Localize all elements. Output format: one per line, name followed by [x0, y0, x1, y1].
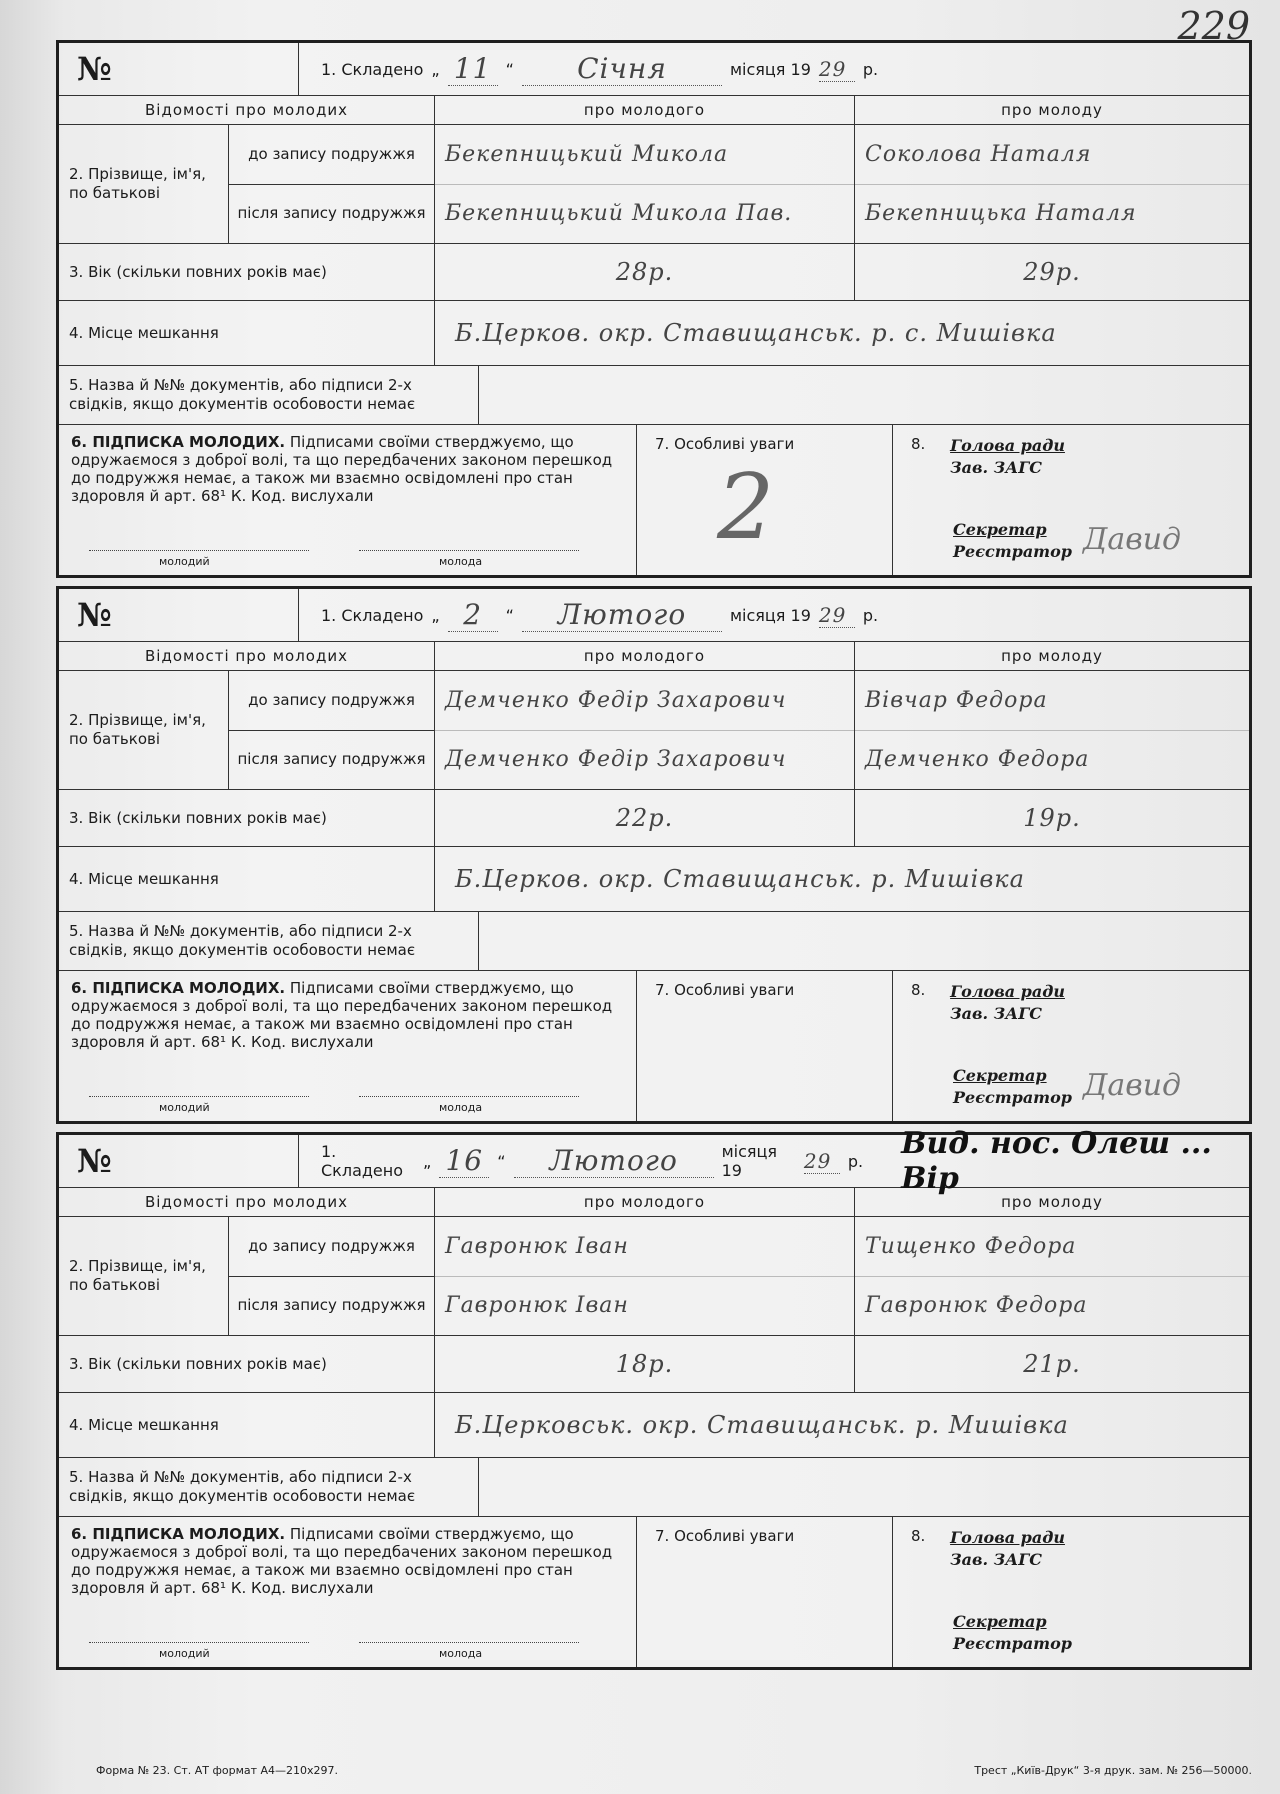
registrar-label: Реєстратор: [953, 1088, 1072, 1107]
name-label: 2. Прізвище, ім'я, по батькові: [59, 671, 229, 789]
age-label: 3. Вік (скільки повних років має): [59, 1336, 435, 1392]
record-number: №: [59, 1135, 299, 1187]
documents-label: 5. Назва й №№ документів, або підписи 2-х свідків, якщо документів особовости немає: [59, 1458, 479, 1516]
notes-label: 7. Особливі уваги: [655, 1527, 795, 1545]
composed-year: 29: [819, 57, 855, 82]
name-label: 2. Прізвище, ім'я, по батькові: [59, 125, 229, 243]
secretary-label: Секретар: [953, 520, 1047, 539]
notes-label: 7. Особливі уваги: [655, 435, 795, 453]
head-label: Голова ради: [950, 1528, 1065, 1547]
groom-signature-line: [89, 1096, 309, 1097]
officials-block: [893, 971, 1249, 1121]
composed-label: 1. Складено: [321, 59, 424, 79]
signature-title: 6. ПІДПИСКА МОЛОДИХ.: [71, 433, 286, 451]
residence-label: 4. Місце мешкання: [59, 1393, 435, 1457]
groom-signature-line: [89, 1642, 309, 1643]
residence-label: 4. Місце мешкання: [59, 301, 435, 365]
header-bride: про молоду: [1001, 647, 1103, 665]
composed-label: 1. Складено: [321, 605, 424, 625]
after-marriage-label: після запису подружжя: [237, 1296, 426, 1315]
zags-label: Зав. ЗАГС: [950, 1550, 1042, 1569]
composed-date: 1. Складено „ 16 “ Лютого місяця 19 29 р. Вид. нос. Олеш ... Вір: [299, 1126, 1249, 1196]
before-marriage-label: до запису подружжя: [229, 125, 434, 185]
groom-signature-label: молодий: [159, 1101, 210, 1114]
officials-number: 8.: [911, 435, 926, 453]
signature-text: Підписами своїми стверджуємо, що одружаємося з доброї волі, та що передбачених законом перешкод до подружжя немає, а також ми взаємно освідомлені про стан здоровля й арт. 68¹ К. Код. вислухали: [71, 1525, 613, 1597]
head-label: Голова ради: [950, 982, 1065, 1001]
signature-statement: [59, 971, 637, 1121]
footer-printer-info: Трест „Київ-Друк“ 3-я друк. зам. № 256—50000.: [974, 1764, 1252, 1777]
header-info: Відомості про молодих: [59, 1188, 435, 1216]
composed-month: Лютого: [514, 1144, 714, 1178]
secretary-label: Секретар: [953, 1066, 1047, 1085]
head-label: Голова ради: [950, 436, 1065, 455]
name-label: 2. Прізвище, ім'я, по батькові: [59, 1217, 229, 1335]
record-annotation: Вид. нос. Олеш ... Вір: [901, 1126, 1212, 1196]
documents-label: 5. Назва й №№ документів, або підписи 2-х свідків, якщо документів особовости немає: [59, 912, 479, 970]
register-sheet: [56, 40, 1252, 1678]
bride-name-before: Тищенко Федора: [855, 1217, 1249, 1277]
marriage-record: [56, 1126, 1252, 1670]
notes-label: 7. Особливі уваги: [655, 981, 795, 999]
groom-name-after: Бекепницький Микола Пав.: [445, 201, 793, 227]
marriage-record: [56, 586, 1252, 1124]
documents-value: [479, 1458, 1249, 1516]
residence-value: Б.Церков. окр. Ставищанськ. р. Мишівка: [455, 865, 1025, 893]
special-notes: [637, 971, 893, 1121]
composed-day: 16: [439, 1144, 489, 1178]
bride-name-after: Бекепницька Наталя: [865, 201, 1137, 227]
zags-label: Зав. ЗАГС: [950, 458, 1042, 477]
names-row: [59, 671, 1249, 790]
groom-name-before: Бекепницький Микола: [435, 125, 854, 185]
composed-month: Січня: [522, 52, 722, 86]
signature-title: 6. ПІДПИСКА МОЛОДИХ.: [71, 1525, 286, 1543]
composed-year: 29: [804, 1149, 840, 1174]
record-number: №: [59, 43, 299, 95]
composed-date: 1. Складено „ 11 “ Січня місяця 19 29 р.: [321, 52, 879, 85]
officials-number: 8.: [911, 981, 926, 999]
groom-name-after: Демченко Федір Захарович: [445, 747, 787, 773]
zags-label: Зав. ЗАГС: [950, 1004, 1042, 1023]
signature-row: [59, 1517, 1249, 1667]
year-suffix: р.: [862, 59, 879, 79]
bride-name-after: Гавронюк Федора: [865, 1293, 1088, 1319]
composed-day: 2: [448, 598, 498, 632]
secretary-signature: Давид: [1083, 522, 1182, 557]
header-groom: про молодого: [435, 96, 855, 124]
groom-signature-label: молодий: [159, 555, 210, 568]
groom-age: 18р.: [435, 1336, 855, 1392]
marriage-record: [56, 40, 1252, 578]
signature-statement: [59, 1517, 637, 1667]
record-header-row: [59, 589, 1249, 642]
header-info: Відомості про молодих: [59, 96, 435, 124]
folio-number: 229: [1177, 4, 1250, 48]
signature-row: [59, 971, 1249, 1121]
record-header-row: [59, 1126, 1249, 1196]
bride-signature-label: молода: [439, 1647, 483, 1660]
documents-row: [59, 1458, 1249, 1517]
form-footer: [56, 1762, 1272, 1777]
residence-row: [59, 301, 1249, 366]
bride-age: 19р.: [1023, 804, 1081, 832]
bride-name-after: Демченко Федора: [865, 747, 1090, 773]
documents-value: [479, 366, 1249, 424]
composed-day: 11: [448, 52, 498, 86]
documents-label: 5. Назва й №№ документів, або підписи 2-х свідків, якщо документів особовости немає: [59, 366, 479, 424]
groom-signature-line: [89, 550, 309, 551]
bride-name-before: Вівчар Федора: [855, 671, 1249, 731]
age-label: 3. Вік (скільки повних років має): [59, 790, 435, 846]
composed-month: Лютого: [522, 598, 722, 632]
groom-name-before: Гавронюк Іван: [435, 1217, 854, 1277]
officials-block: [893, 425, 1249, 575]
groom-age: 22р.: [435, 790, 855, 846]
age-row: [59, 790, 1249, 847]
bride-signature-label: молода: [439, 1101, 483, 1114]
signature-text: Підписами своїми стверджуємо, що одружаємося з доброї волі, та що передбачених законом перешкод до подружжя немає, а також ми взаємно освідомлені про стан здоровля й арт. 68¹ К. Код. вислухали: [71, 979, 613, 1051]
names-row: [59, 125, 1249, 244]
residence-row: [59, 847, 1249, 912]
groom-name-before: Демченко Федір Захарович: [435, 671, 854, 731]
bride-age: 21р.: [1023, 1350, 1081, 1378]
header-bride: про молоду: [1001, 101, 1103, 119]
documents-row: [59, 912, 1249, 971]
composed-year: 29: [819, 603, 855, 628]
residence-label: 4. Місце мешкання: [59, 847, 435, 911]
column-headers: [59, 642, 1249, 671]
officials-block: [893, 1517, 1249, 1667]
age-row: [59, 1336, 1249, 1393]
month-label: місяця 19: [729, 59, 811, 79]
groom-name-after: Гавронюк Іван: [445, 1293, 629, 1319]
before-marriage-label: до запису подружжя: [229, 1217, 434, 1277]
residence-value: Б.Церковськ. окр. Ставищанськ. р. Мишівка: [455, 1411, 1069, 1439]
bride-signature-line: [359, 1642, 579, 1643]
residence-row: [59, 1393, 1249, 1458]
bride-name-before: Соколова Наталя: [855, 125, 1249, 185]
bride-age: 29р.: [1023, 258, 1081, 286]
before-marriage-label: до запису подружжя: [229, 671, 434, 731]
after-marriage-label: після запису подружжя: [237, 750, 426, 769]
footer-form-info: Форма № 23. Ст. АТ формат А4—210x297.: [96, 1764, 339, 1777]
bride-signature-line: [359, 1096, 579, 1097]
special-notes: [637, 425, 893, 575]
groom-signature-label: молодий: [159, 1647, 210, 1660]
documents-row: [59, 366, 1249, 425]
special-notes: [637, 1517, 893, 1667]
column-headers: [59, 96, 1249, 125]
signature-text: Підписами своїми стверджуємо, що одружаємося з доброї волі, та що передбачених законом перешкод до подружжя немає, а також ми взаємно освідомлені про стан здоровля й арт. 68¹ К. Код. вислухали: [71, 433, 613, 505]
secretary-label: Секретар: [953, 1612, 1047, 1631]
bride-signature-line: [359, 550, 579, 551]
header-groom: про молодого: [435, 1188, 855, 1216]
age-row: [59, 244, 1249, 301]
secretary-signature: Давид: [1083, 1068, 1182, 1103]
header-info: Відомості про молодих: [59, 642, 435, 670]
documents-value: [479, 912, 1249, 970]
bride-signature-label: молода: [439, 555, 483, 568]
officials-number: 8.: [911, 1527, 926, 1545]
header-groom: про молодого: [435, 642, 855, 670]
notes-mark: 2: [717, 455, 775, 560]
year-suffix: р.: [862, 605, 879, 625]
registrar-label: Реєстратор: [953, 542, 1072, 561]
record-header-row: [59, 43, 1249, 96]
names-row: [59, 1217, 1249, 1336]
month-label: місяця 19: [721, 1142, 778, 1180]
composed-label: 1. Складено: [321, 1142, 404, 1180]
signature-row: [59, 425, 1249, 575]
record-number: №: [59, 589, 299, 641]
age-label: 3. Вік (скільки повних років має): [59, 244, 435, 300]
year-suffix: р.: [847, 1151, 864, 1171]
after-marriage-label: після запису подружжя: [237, 204, 426, 223]
header-bride: про молоду: [1001, 1193, 1103, 1211]
signature-statement: [59, 425, 637, 575]
groom-age: 28р.: [435, 244, 855, 300]
registrar-label: Реєстратор: [953, 1634, 1072, 1653]
month-label: місяця 19: [729, 605, 811, 625]
composed-date: 1. Складено „ 2 “ Лютого місяця 19 29 р.: [321, 598, 879, 631]
signature-title: 6. ПІДПИСКА МОЛОДИХ.: [71, 979, 286, 997]
residence-value: Б.Церков. окр. Ставищанськ. р. с. Мишівка: [455, 319, 1057, 347]
column-headers: [59, 1188, 1249, 1217]
